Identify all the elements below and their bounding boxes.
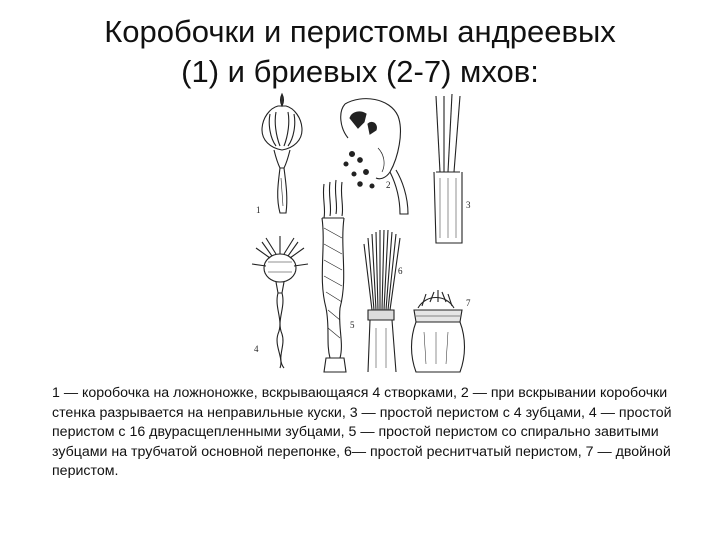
figure-6-ciliate-peristome <box>364 230 400 372</box>
figure-label-6: 6 <box>398 266 403 276</box>
moss-capsules-illustration <box>240 88 490 373</box>
figure-caption: 1 — коробочка на ложноножке, вскрывающаяся 4 створками, 2 — при вскрывании коробочки стенка разрывается на неправильные куски, 3 — простой перистом с 4 зубцами, 4 — простой перистом с 16 двурасщепленными зубцами, 5 — простой перистом со спирально завитыми зубцами на трубчатой основной перепонке, 6— простой реснитчатый перистом, 7 — двойной перистом. <box>52 385 672 480</box>
figure-3-four-teeth-peristome <box>434 94 462 243</box>
figure-2-bursting-capsule <box>341 99 408 214</box>
figure-label-2: 2 <box>386 180 391 190</box>
slide-title <box>60 12 660 92</box>
figure-label-4: 4 <box>254 344 259 354</box>
figure-7-double-peristome <box>412 290 465 372</box>
figure-label-3: 3 <box>466 200 471 210</box>
figure-label-5: 5 <box>350 320 355 330</box>
title-line-1: Коробочки и перистомы андреевых <box>104 14 616 49</box>
illustration-svg <box>240 88 490 373</box>
figure-label-7: 7 <box>466 298 471 308</box>
title-line-2: (1) и бриевых (2-7) мхов: <box>181 54 539 89</box>
figure-4-sixteen-teeth-peristome <box>252 236 308 368</box>
figure-label-1: 1 <box>256 205 261 215</box>
figure-5-spiral-peristome <box>322 180 346 372</box>
figure-1-andreaea-capsule <box>262 94 302 213</box>
